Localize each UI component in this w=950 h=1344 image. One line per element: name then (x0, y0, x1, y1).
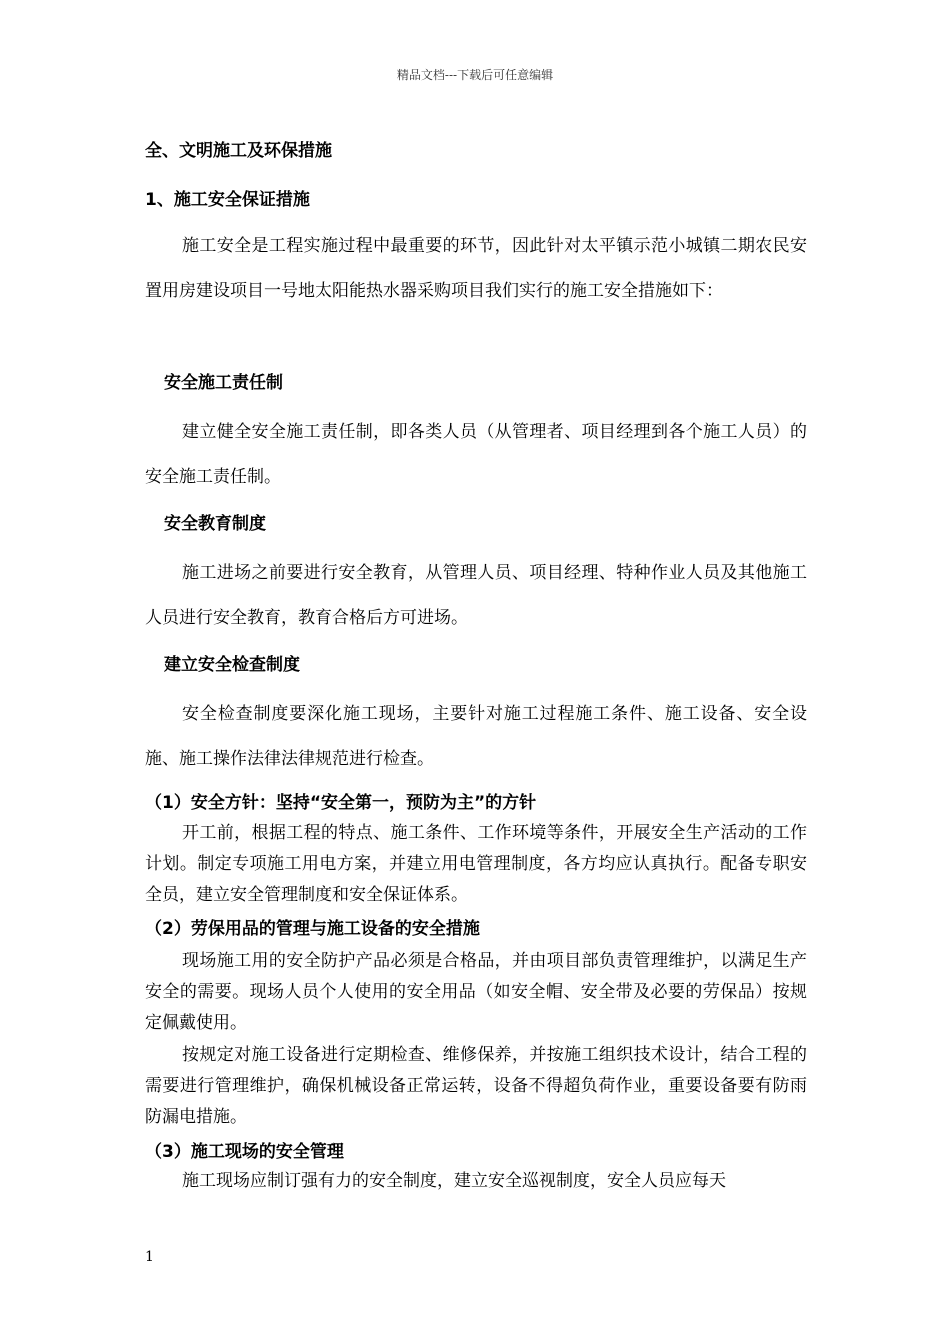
item-paragraph-3: 施工现场应制订强有力的安全制度，建立安全巡视制度，安全人员应每天 (182, 1171, 726, 1191)
topic-heading-responsibility: 安全施工责任制 (164, 373, 283, 393)
topic-paragraph-education: 施工进场之前要进行安全教育，从管理人员、项目经理、特种作业人员及其他施工人员进行安全教育，教育合格后方可进场。 (145, 563, 807, 628)
page-header: 精品文档---下载后可任意编辑 (396, 68, 554, 82)
item-paragraph-2a: 现场施工用的安全防护产品必须是合格品，并由项目部负责管理维护，以满足生产安全的需要。现场人员个人使用的安全用品（如安全帽、安全带及必要的劳保品）按规定佩戴使用。 (145, 951, 807, 1033)
item-heading-3: （3）施工现场的安全管理 (145, 1142, 344, 1162)
item-paragraph-2b: 按规定对施工设备进行定期检查、维修保养，并按施工组织技术设计，结合工程的需要进行管理维护，确保机械设备正常运转，设备不得超负荷作业，重要设备要有防雨防漏电措施。 (145, 1045, 807, 1127)
topic-paragraph-responsibility: 建立健全安全施工责任制，即各类人员（从管理者、项目经理到各个施工人员）的安全施工责任制。 (145, 422, 807, 487)
subsection-title: 1、施工安全保证措施 (145, 190, 310, 210)
item-heading-2: （2）劳保用品的管理与施工设备的安全措施 (145, 919, 480, 939)
topic-heading-education: 安全教育制度 (164, 514, 266, 534)
item-paragraph-1: 开工前，根据工程的特点、施工条件、工作环境等条件，开展安全生产活动的工作计划。制定专项施工用电方案，并建立用电管理制度，各方均应认真执行。配备专职安全员，建立安全管理制度和安全保证体系。 (145, 823, 807, 905)
page-number: 1 (145, 1249, 154, 1265)
intro-paragraph: 施工安全是工程实施过程中最重要的环节，因此针对太平镇示范小城镇二期农民安置用房建设项目一号地太阳能热水器采购项目我们实行的施工安全措施如下： (145, 236, 807, 301)
item-heading-1: （1）安全方针：坚持“安全第一，预防为主”的方针 (145, 793, 537, 813)
section-title: 全、文明施工及环保措施 (145, 141, 332, 161)
topic-heading-inspection: 建立安全检查制度 (164, 655, 300, 675)
topic-paragraph-inspection: 安全检查制度要深化施工现场，主要针对施工过程施工条件、施工设备、安全设施、施工操作法律法律规范进行检查。 (145, 704, 807, 769)
